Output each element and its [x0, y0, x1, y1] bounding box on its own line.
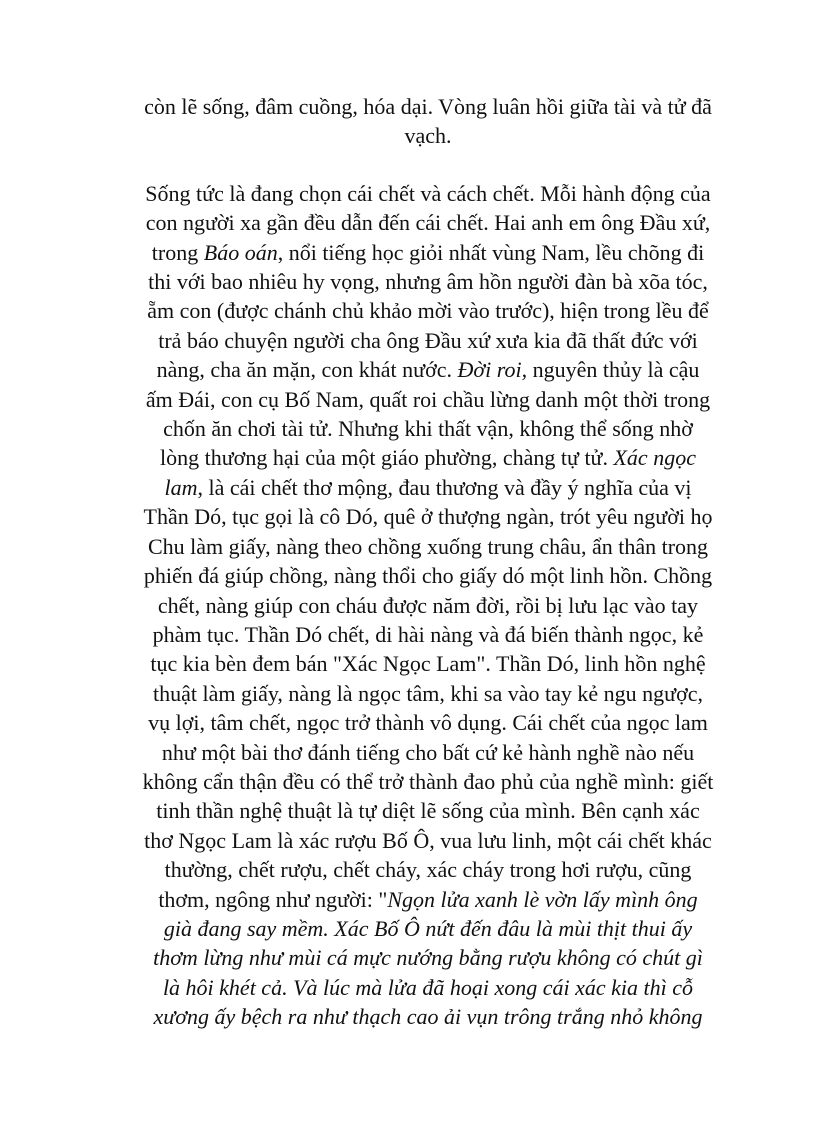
text-line [112, 267, 744, 296]
italic-text: là hôi khét cả. Và lúc mà lửa đã hoại xong cái xác kia thì cỗ [162, 974, 694, 1000]
document-page [112, 92, 744, 1032]
text-span: chốn ăn chơi tài tử. Nhưng khi thất vận, không thể sống nhờ [163, 416, 693, 442]
text-line [112, 443, 744, 472]
italic-text: Ngọn lửa xanh lè vờn lấy mình ông [387, 886, 698, 912]
text-line [112, 414, 744, 443]
text-line [112, 620, 744, 649]
text-span: nàng, cha ăn mặn, con khát nước. [156, 357, 458, 383]
text-line [112, 238, 744, 267]
text-line [112, 708, 744, 737]
text-span: nguyên thủy là cậu [527, 357, 700, 383]
text-span: trả báo chuyện người cha ông Đầu xứ xưa kia đã thất đức với [158, 327, 698, 353]
text-span: ẵm con (được chánh chủ khảo mời vào trước), hiện trong lều để [147, 298, 709, 324]
text-line [112, 826, 744, 855]
text-line [112, 355, 744, 384]
text-span: ấm Đái, con cụ Bố Nam, quất roi chầu lừng danh một thời trong [145, 386, 711, 412]
text-span: , nổi tiếng học giỏi nhất vùng Nam, lều chõng đi [277, 239, 705, 265]
text-line [112, 914, 744, 943]
text-span: Thần Dó, tục gọi là cô Dó, quê ở thượng ngàn, trót yêu người họ [143, 504, 713, 530]
text-line [112, 855, 744, 884]
text-line [112, 121, 744, 150]
text-span: thuật làm giấy, nàng là ngọc tâm, khi sa vào tay kẻ ngu ngược, [153, 680, 703, 706]
italic-text: Đời roi, [457, 357, 528, 383]
text-span: tục kia bèn đem bán "Xác Ngọc Lam". Thần Dó, linh hồn nghệ [150, 651, 706, 677]
italic-text: Xác ngọc [613, 445, 696, 471]
text-span: phàm tục. Thần Dó chết, di hài nàng và đá biến thành ngọc, kẻ [152, 621, 704, 647]
text-line [112, 296, 744, 325]
text-line [112, 532, 744, 561]
text-line [112, 973, 744, 1002]
text-span: không cẩn thận đều có thể trở thành đao phủ của nghề mình: giết [142, 768, 714, 794]
text-line [112, 502, 744, 531]
text-line [112, 1002, 744, 1031]
text-line [112, 943, 744, 972]
italic-text: lam [164, 474, 198, 500]
italic-text: già đang say mềm. Xác Bố Ô nứt đến đâu là mùi thịt thui ấy [163, 915, 693, 941]
italic-text: xương ấy bệch ra như thạch cao ải vụn trông trắng nhỏ không [153, 1004, 703, 1030]
text-line [112, 92, 744, 121]
text-span: Sống tức là đang chọn cái chết và cách chết. Mỗi hành động của [145, 180, 711, 206]
text-span: thơ Ngọc Lam là xác rượu Bố Ô, vua lưu linh, một cái chết khác [144, 827, 712, 853]
italic-text: Báo oán [203, 239, 278, 265]
text-line [112, 679, 744, 708]
text-span: thơm, ngông như người: " [158, 886, 388, 912]
text-span: vụ lợi, tâm chết, ngọc trở thành vô dụng. Cái chết của ngọc lam [148, 710, 708, 736]
text-line [112, 767, 744, 796]
text-line [112, 885, 744, 914]
text-span: con người xa gần đều dẫn đến cái chết. Hai anh em ông Đầu xứ, [145, 210, 711, 236]
italic-text: thơm lừng như mùi cá mực nướng bằng rượu không có chút gì [153, 945, 703, 971]
text-line [112, 385, 744, 414]
text-line [112, 179, 744, 208]
text-span: Chu làm giấy, nàng theo chồng xuống trung châu, ẩn thân trong [147, 533, 709, 559]
text-line [112, 591, 744, 620]
text-span: như một bài thơ đánh tiếng cho bất cứ kẻ hành nghề nào nếu [161, 739, 695, 765]
text-span: thường, chết rượu, chết cháy, xác cháy trong hơi rượu, cũng [164, 857, 692, 883]
text-span: trong [151, 239, 204, 265]
text-line [112, 649, 744, 678]
text-span: phiến đá giúp chồng, nàng thổi cho giấy dó một linh hồn. Chồng [143, 563, 713, 589]
text-span: còn lẽ sống, đâm cuồng, hóa dại. Vòng luân hồi giữa tài và tử đã [144, 94, 712, 119]
paragraph-2 [112, 179, 744, 1032]
text-line [112, 473, 744, 502]
text-span: chết, nàng giúp con cháu được năm đời, rồi bị lưu lạc vào tay [157, 592, 699, 618]
text-line [112, 738, 744, 767]
text-span: vạch. [404, 123, 452, 149]
text-span: , là cái chết thơ mộng, đau thương và đầy ý nghĩa của vị [197, 474, 692, 500]
text-span: thi với bao nhiêu hy vọng, nhưng âm hồn người đàn bà xõa tóc, [148, 269, 708, 295]
text-span: lòng thương hại của một giáo phường, chàng tự tử. [160, 445, 614, 471]
text-line [112, 326, 744, 355]
text-line [112, 561, 744, 590]
text-line [112, 208, 744, 237]
text-line [112, 796, 744, 825]
text-span: tinh thần nghệ thuật là tự diệt lẽ sống của mình. Bên cạnh xác [156, 798, 700, 824]
paragraph-1 [112, 92, 744, 151]
